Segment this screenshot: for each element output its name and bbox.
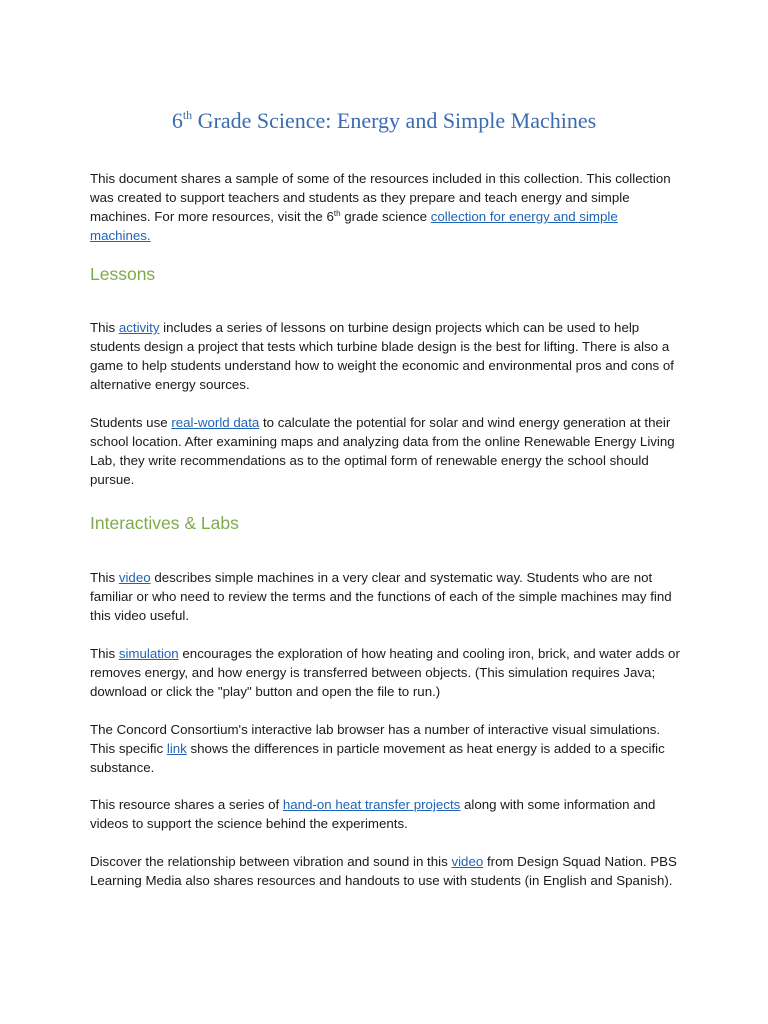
page-title <box>0 106 768 136</box>
real-world-data-link[interactable]: real-world data <box>171 415 260 430</box>
text-segment: This <box>90 320 119 335</box>
lessons-paragraph-1 <box>90 318 680 394</box>
text-segment: Students use <box>90 415 172 430</box>
interactives-paragraph-2 <box>90 644 680 701</box>
text-segment: The Concord Consortium's interactive lab browser has a number of interactive visual simulations. This specific <box>90 722 661 756</box>
text-segment: encourages the exploration of how heating and cooling iron, brick, and water adds or removes energy, and how energy is transferred between objects. (This simulation requires Java; download or click the "play" button and open the file to run.) <box>90 646 680 699</box>
interactives-paragraph-1 <box>90 568 680 625</box>
intro-text-2: grade science <box>340 209 431 224</box>
intro-paragraph <box>90 169 680 245</box>
interactives-paragraph-4 <box>90 795 680 833</box>
text-segment: from Design Squad Nation. PBS Learning Media also shares resources and handouts to use with students (in English and Spanish). <box>90 854 677 888</box>
text-segment: describes simple machines in a very clear and systematic way. Students who are not familiar or who need to review the terms and the functions of each of the simple machines may find this video useful. <box>90 570 672 623</box>
intro-superscript: th <box>333 209 341 218</box>
text-segment: to calculate the potential for solar and wind energy generation at their school location. After examining maps and analyzing data from the online Renewable Energy Living Lab, they write recommendations as to the optimal form of renewable energy the school should pursue. <box>90 415 675 487</box>
interactives-paragraph-3 <box>90 720 680 777</box>
text-segment: Discover the relationship between vibration and sound in this <box>90 854 452 869</box>
activity-link[interactable]: activity <box>118 320 160 335</box>
collection-link[interactable]: collection for energy and simple machines. <box>90 209 618 243</box>
text-segment: This resource shares a series of <box>90 797 283 812</box>
video-link[interactable]: video <box>118 570 151 585</box>
specific-link[interactable]: link <box>166 741 187 756</box>
design-squad-video-link[interactable]: video <box>451 854 484 869</box>
simulation-link[interactable]: simulation <box>118 646 179 661</box>
text-segment: along with some information and videos to support the science behind the experiments. <box>90 797 656 831</box>
text-segment: This <box>90 570 119 585</box>
lessons-paragraph-2 <box>90 413 680 489</box>
title-superscript: th <box>182 108 193 122</box>
title-number: 6 <box>171 108 183 133</box>
text-segment: includes a series of lessons on turbine design projects which can be used to help students design a project that tests which turbine blade design is the best for lifting. There is also a game to help students understand how to weight the economic and environmental pros and cons of alternative energy sources. <box>90 320 674 392</box>
text-segment: This <box>90 646 119 661</box>
interactives-heading: Interactives & Labs <box>90 513 239 533</box>
lessons-heading: Lessons <box>90 264 156 284</box>
title-text: Grade Science: Energy and Simple Machines <box>192 108 597 133</box>
heat-transfer-projects-link[interactable]: hand-on heat transfer projects <box>282 797 461 812</box>
interactives-paragraph-5 <box>90 852 680 890</box>
text-segment: shows the differences in particle movement as heat energy is added to a specific substance. <box>90 741 665 775</box>
intro-text: This document shares a sample of some of the resources included in this collection. This collection was created to support teachers and students as they prepare and teach energy and simple machines. For more resources, visit the 6 <box>90 171 671 224</box>
